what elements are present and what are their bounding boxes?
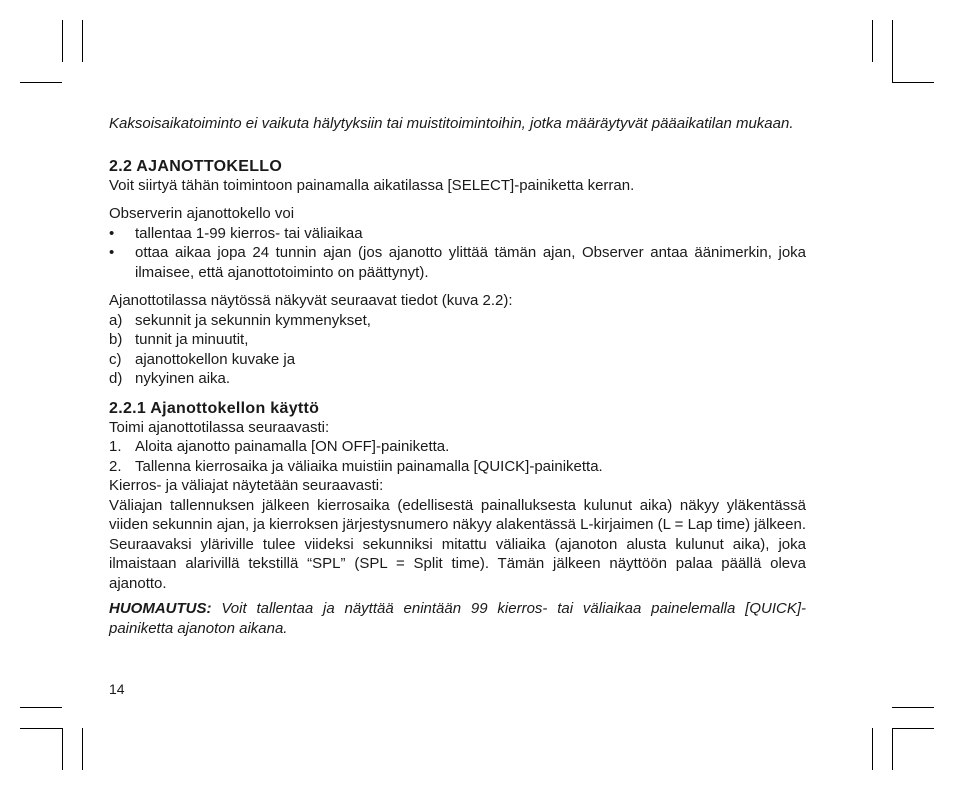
observer-intro: Observerin ajanottokello voi [109, 205, 295, 222]
page-number: 14 [109, 681, 125, 697]
crop-mark [872, 20, 873, 62]
crop-mark [872, 728, 873, 770]
note-label: HUOMAUTUS: [109, 600, 212, 617]
bullet-icon: • [109, 224, 115, 242]
crop-mark [20, 82, 62, 83]
list-item: a) sekunnit ja sekunnin kymmenykset, [109, 311, 371, 329]
note-paragraph [109, 599, 806, 638]
list-item: 2. Tallenna kierrosaika ja väliaika muistiin painamalla [QUICK]-painiketta. [109, 457, 603, 475]
crop-mark [892, 707, 934, 708]
display-intro: Ajanottotilassa näytössä näkyvät seuraavat tiedot (kuva 2.2): [109, 292, 513, 309]
crop-mark [892, 20, 893, 82]
list-item: d) nykyinen aika. [109, 370, 231, 387]
crop-mark [892, 82, 934, 83]
note-text: Voit tallentaa ja näyttää enintään 99 kierros- tai väliaikaa painelemalla [QUICK]-painiketta ajanoton aikana. [109, 600, 806, 637]
section-heading-2-2-1: 2.2.1 Ajanottokellon käyttö [109, 399, 320, 417]
section-heading-2-2: 2.2 AJANOTTOKELLO [109, 157, 283, 175]
lap-split-paragraph: Väliajan tallennuksen jälkeen kierrosaika (edellisestä painalluksesta kulunut aika) näkyy yläkentässä viiden sekunnin ajan, ja kierroksen järjestysnumero näkyy alakentässä L-kirjaimen (L = Lap time) jälkeen. Seuraavaksi yläriville tulee viideksi sekunniksi mitattu väliaika (ajanoton alusta kulunut aika), joka ilmaistaan alarivillä tekstillä “SPL” (SPL = Split time). Tämän jälkeen näyttöön palaa päällä oleva ajanotto. [109, 496, 806, 592]
list-item: • tallentaa 1-99 kierros- tai väliaikaa [109, 224, 363, 242]
crop-mark [20, 707, 62, 708]
list-item: c) ajanottokellon kuvake ja [109, 350, 296, 368]
intro-paragraph: Kaksoisaikatoiminto ei vaikuta hälytyksiin tai muistitoimintoihin, jotka määräytyvät pääaikatilan mukaan. [109, 115, 794, 132]
page-body [109, 114, 806, 638]
list-item: b) tunnit ja minuutit, [109, 331, 249, 348]
list-item: • ottaa aikaa jopa 24 tunnin ajan (jos ajanotto ylittää tämän ajan, Observer antaa äänimerkin, joka ilmaisee, että ajanottotoiminto on päättynyt). [109, 244, 806, 281]
shown-intro: Kierros- ja väliajat näytetään seuraavasti: [109, 477, 384, 494]
bullet-icon: • [109, 244, 115, 261]
crop-mark [82, 728, 83, 770]
section-2-2-text: Voit siirtyä tähän toimintoon painamalla aikatilassa [SELECT]-painiketta kerran. [109, 176, 635, 194]
crop-mark [82, 20, 83, 62]
list-item: 1. Aloita ajanotto painamalla [ON OFF]-painiketta. [109, 438, 450, 455]
crop-mark [892, 728, 893, 770]
crop-mark [62, 20, 63, 62]
crop-mark [892, 728, 934, 729]
crop-mark [20, 728, 62, 729]
crop-mark [62, 728, 63, 770]
section-2-2-1-intro: Toimi ajanottotilassa seuraavasti: [109, 418, 330, 436]
